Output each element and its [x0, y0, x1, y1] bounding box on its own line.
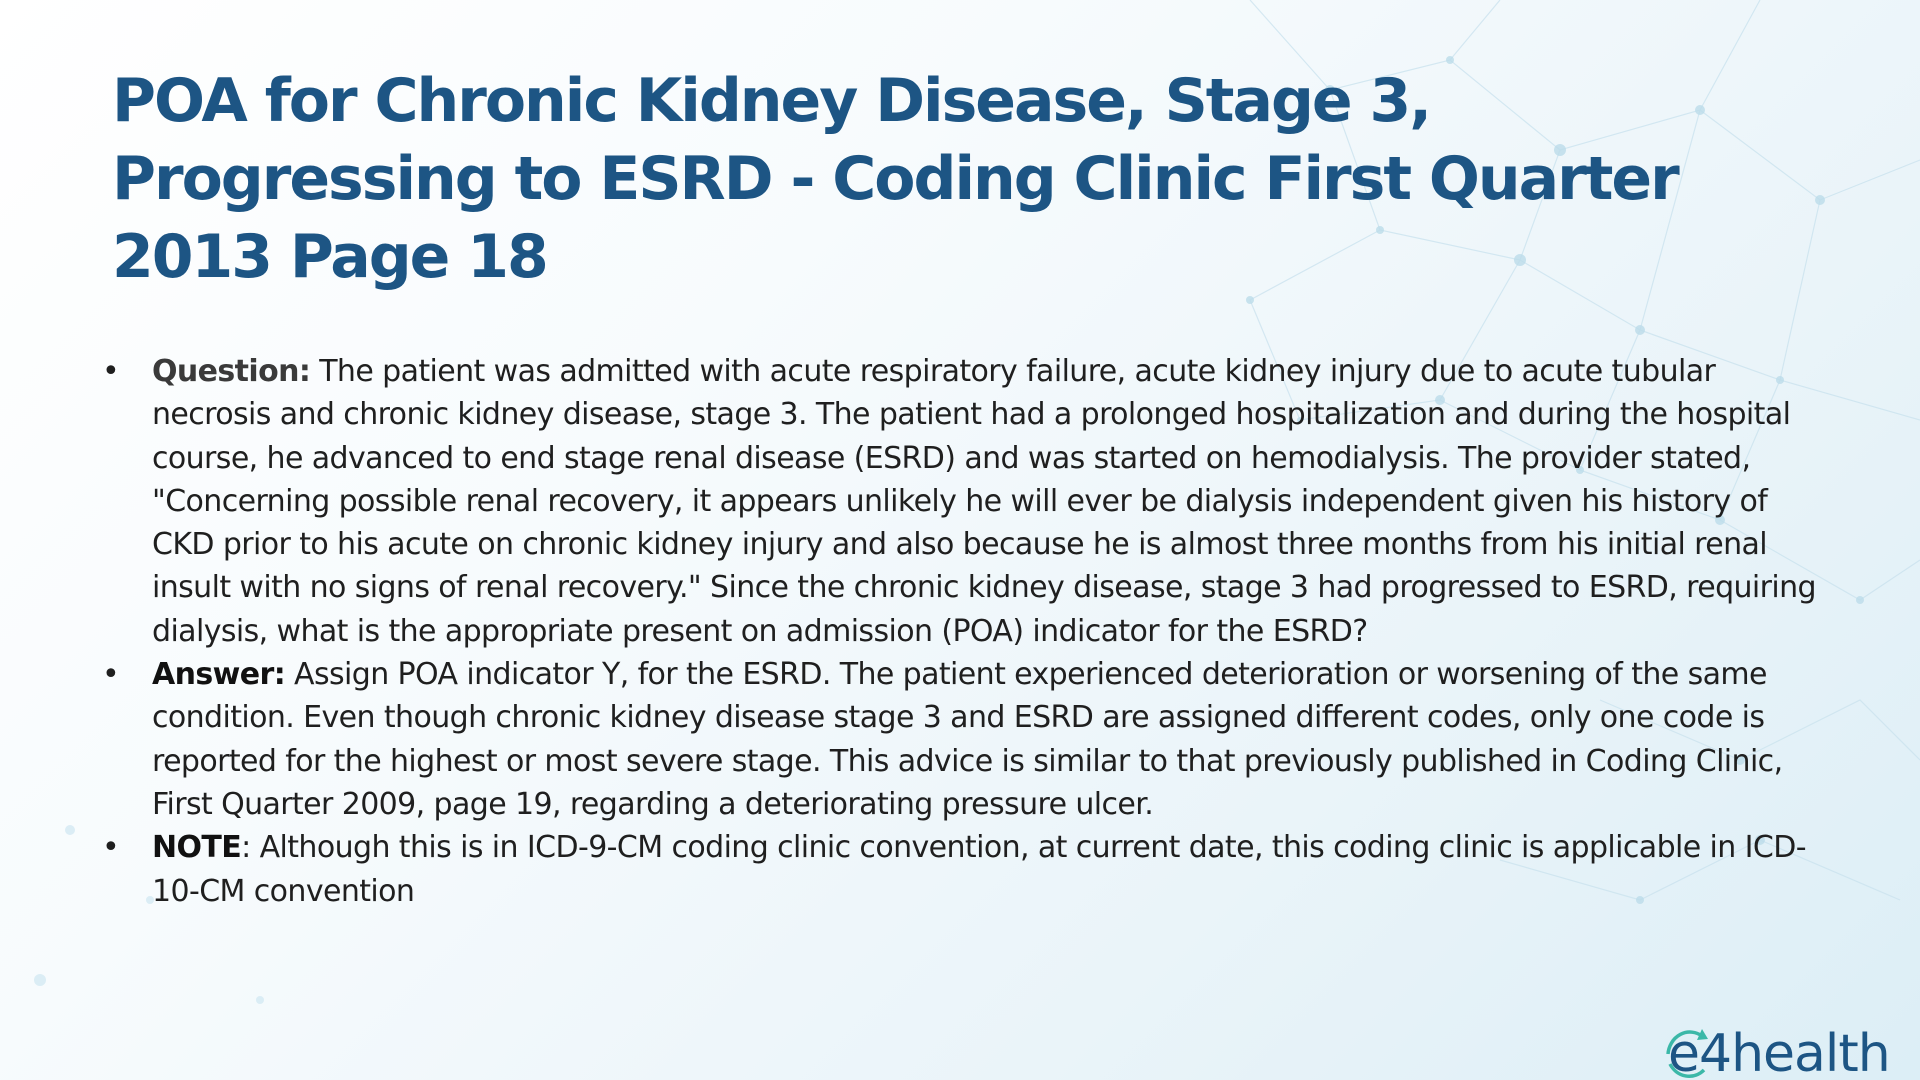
bullet-list [100, 350, 1830, 913]
slide-title: POA for Chronic Kidney Disease, Stage 3, Progressing to ESRD - Coding Clinic First Quarter 2013 Page 18 [112, 66, 1678, 292]
bullet-dot-icon: • [102, 830, 120, 866]
answer-text: Assign POA indicator Y, for the ESRD. The patient experienced deterioration or worsening of the same condition. Even though chronic kidney disease stage 3 and ESRD are assigned different codes, only one code is reported for the highest or most severe stage. This advice is similar to that previously published in Coding Clinic, First Quarter 2009, page 19, regarding a deteriorating pressure ulcer. [152, 657, 1783, 822]
bullet-dot-icon: • [102, 354, 120, 389]
logo-text: e4health [1668, 1024, 1890, 1080]
list-item [100, 653, 1830, 826]
note-label: NOTE [152, 830, 242, 866]
answer-label: Answer: [152, 657, 286, 693]
note-text: : Although this is in ICD-9-CM coding clinic convention, at current date, this coding clinic is applicable in ICD-10-CM convention [152, 830, 1806, 909]
bullet-dot-icon: • [102, 657, 120, 693]
question-text: The patient was admitted with acute respiratory failure, acute kidney injury due to acute tubular necrosis and chronic kidney disease, stage 3. The patient had a prolonged hospitalization and during the hospital course, he advanced to end stage renal disease (ESRD) and was started on hemodialysis. The provider stated, "Concerning possible renal recovery, it appears unlikely he will ever be dialysis independent given his history of CKD prior to his acute on chronic kidney injury and also because he is almost three months from his initial renal insult with no signs of renal recovery." Since the chronic kidney disease, stage 3 had progressed to ESRD, requiring dialysis, what is the appropriate present on admission (POA) indicator for the ESRD? [152, 354, 1816, 649]
list-item [100, 826, 1830, 913]
question-label: Question: [152, 354, 311, 389]
list-item [100, 350, 1830, 653]
company-logo [1668, 1024, 1898, 1080]
